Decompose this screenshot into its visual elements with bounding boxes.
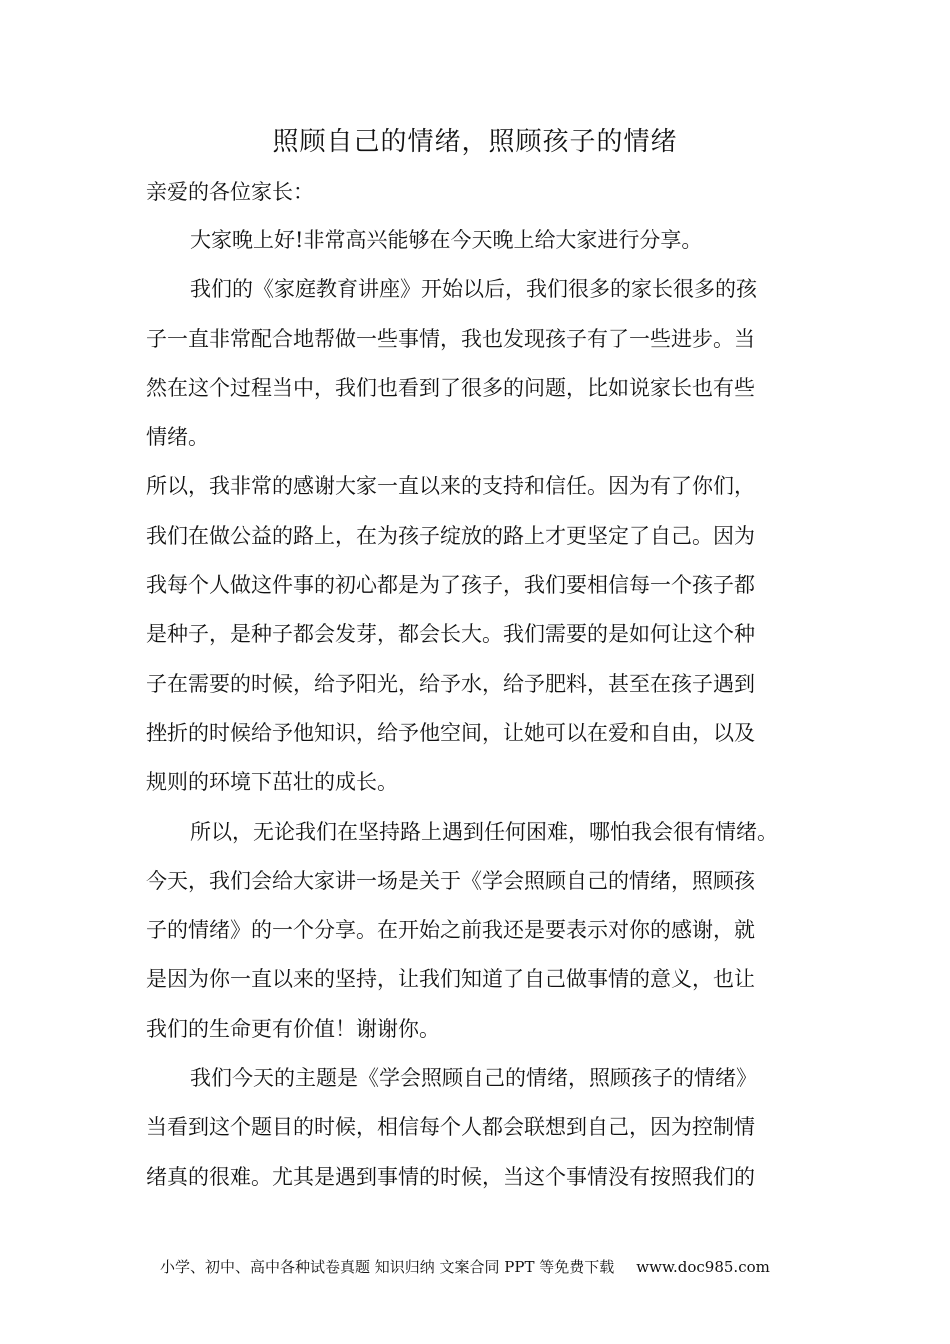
text-line: 是因为你一直以来的坚持，让我们知道了自己做事情的意义，也让 [146, 967, 755, 992]
text-line: 今天，我们会给大家讲一场是关于《学会照顾自己的情绪，照顾孩 [146, 868, 755, 893]
text-line: 当看到这个题目的时候，相信每个人都会联想到自己，因为控制情 [146, 1115, 755, 1140]
text-line: 我们的生命更有价值！谢谢你。 [146, 1016, 440, 1041]
text-line: 所以，无论我们在坚持路上遇到任何困难，哪怕我会很有情绪。 [190, 819, 778, 844]
text-line: 我每个人做这件事的初心都是为了孩子，我们要相信每一个孩子都 [146, 573, 755, 598]
text-line: 是种子，是种子都会发芽，都会长大。我们需要的是如何让这个种 [146, 622, 755, 647]
text-line: 子在需要的时候，给予阳光，给予水，给予肥料，甚至在孩子遇到 [146, 671, 755, 696]
salutation: 亲爱的各位家长： [146, 180, 314, 204]
text-line: 绪真的很难。尤其是遇到事情的时候，当这个事情没有按照我们的 [146, 1164, 755, 1189]
page-title: 照顾自己的情绪，照顾孩子的情绪 [272, 127, 678, 157]
text-line: 子一直非常配合地帮做一些事情，我也发现孩子有了一些进步。当 [146, 326, 755, 351]
text-line: 我们今天的主题是《学会照顾自己的情绪，照顾孩子的情绪》 [190, 1066, 757, 1091]
text-line: 大家晚上好!非常高兴能够在今天晚上给大家进行分享。 [190, 228, 703, 252]
text-line: 我们在做公益的路上，在为孩子绽放的路上才更坚定了自己。因为 [146, 523, 755, 548]
text-line: 情绪。 [146, 425, 209, 450]
page-footer [160, 1256, 800, 1278]
footer-text: 小学、初中、高中各种试卷真题 知识归纳 文案合同 PPT 等免费下载 [160, 1258, 615, 1276]
footer-site-link[interactable]: www.doc985.com [636, 1258, 770, 1276]
text-line: 子的情绪》的一个分享。在开始之前我还是要表示对你的感谢，就 [146, 918, 755, 943]
text-line: 然在这个过程当中，我们也看到了很多的问题，比如说家长也有些 [146, 375, 755, 400]
text-line: 挫折的时候给予他知识，给予他空间，让她可以在爱和自由，以及 [146, 720, 755, 745]
text-line: 所以，我非常的感谢大家一直以来的支持和信任。因为有了你们， [146, 474, 755, 499]
text-line: 规则的环境下茁壮的成长。 [146, 770, 398, 795]
body-text [146, 222, 810, 1208]
text-line: 我们的《家庭教育讲座》开始以后，我们很多的家长很多的孩 [190, 277, 757, 302]
